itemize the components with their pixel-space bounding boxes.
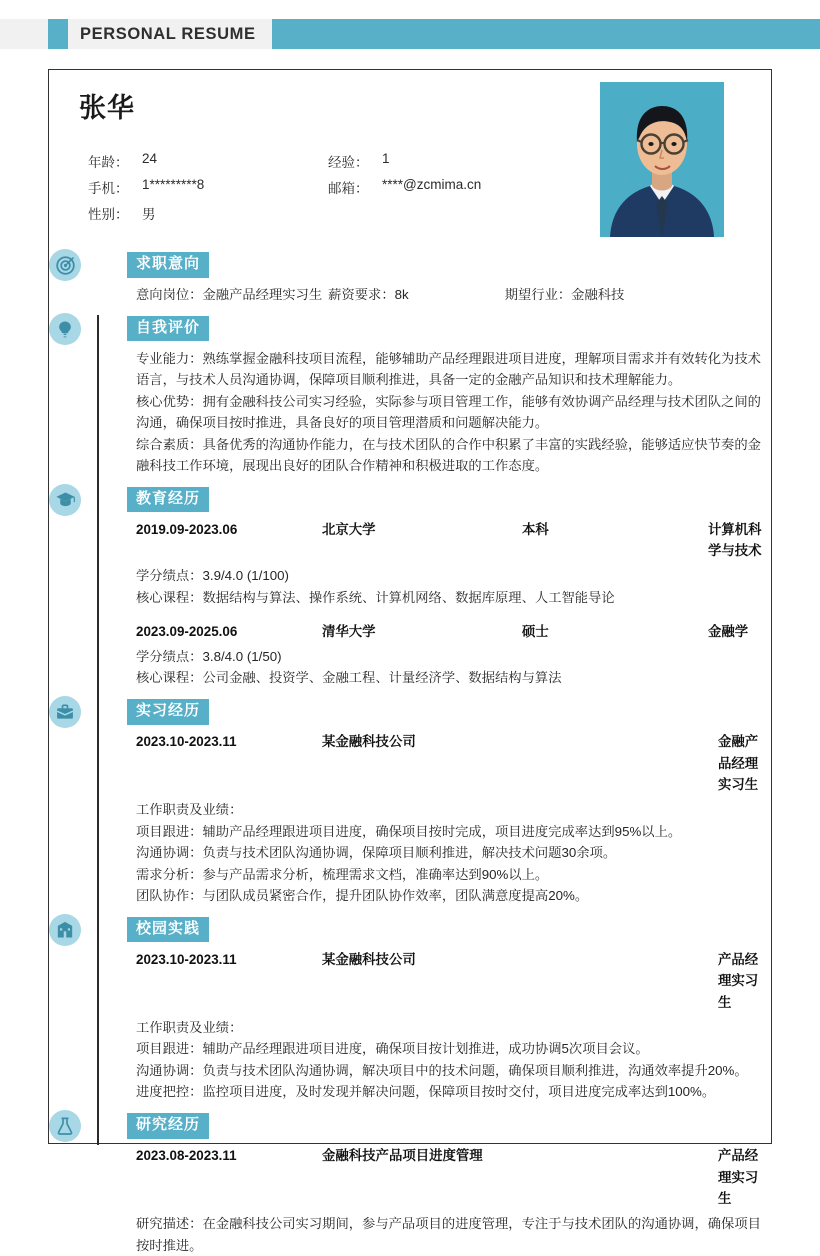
entry-date: 2023.10-2023.11 — [136, 951, 237, 967]
info-value: 1 — [382, 151, 390, 166]
entry-date: 2023.10-2023.11 — [136, 733, 237, 749]
section-title: 教育经历 — [127, 487, 209, 512]
info-row — [88, 200, 568, 226]
entry-date: 2019.09-2023.06 — [136, 521, 238, 537]
entry-header — [136, 621, 771, 643]
intent-industry-label: 期望行业： — [504, 287, 572, 302]
section-header — [127, 251, 771, 279]
entry-detail-line: 工作职责及业绩： — [136, 1019, 243, 1035]
section-body — [127, 343, 771, 477]
section-internship — [49, 698, 771, 907]
education-entry — [136, 519, 771, 608]
school-building-icon — [49, 914, 81, 946]
job-intention-row — [136, 284, 771, 306]
entry-header — [136, 519, 771, 562]
section-title: 自我评价 — [127, 316, 209, 341]
banner-title: PERSONAL RESUME — [80, 24, 256, 43]
entry-degree: 本科 — [522, 521, 549, 537]
banner-title-container — [68, 19, 266, 49]
intent-salary — [328, 284, 409, 306]
entry-detail-line: 学分绩点：3.8/4.0 (1/50) — [136, 648, 282, 664]
entry-project: 金融科技产品项目进度管理 — [322, 1147, 483, 1163]
lightbulb-icon — [49, 313, 81, 345]
entry-major: 计算机科学与技术 — [708, 521, 762, 559]
campus-practice-entry — [136, 949, 771, 1103]
info-field-gender — [88, 203, 334, 223]
section-header — [127, 486, 771, 514]
info-row — [88, 148, 568, 174]
entry-role: 产品经理实习生 — [718, 951, 759, 1011]
intent-industry-value: 金融科技 — [571, 287, 625, 302]
entry-company: 某金融科技公司 — [322, 733, 416, 749]
research-entry — [136, 1145, 771, 1256]
section-body — [127, 726, 771, 907]
entry-detail-line: 项目跟进：辅助产品经理跟进项目进度，确保项目按时完成，项目进度完成率达到95%以上。 — [136, 823, 682, 839]
self-eval-paragraph: 专业能力：熟练掌握金融科技项目流程，能够辅助产品经理跟进项目进度，理解项目需求并有效转化为技术语言，与技术人员沟通协调，保障项目顺利推进，具备一定的金融产品知识和技术理解能力。 — [136, 350, 761, 388]
info-value: 男 — [142, 207, 156, 222]
section-campus-practice — [49, 916, 771, 1103]
section-header — [127, 315, 771, 343]
info-row — [88, 174, 568, 200]
info-label: 年龄： — [88, 155, 129, 170]
info-field-email — [328, 177, 568, 197]
intent-salary-label: 薪资要求： — [328, 287, 395, 302]
section-body — [127, 1140, 771, 1256]
entry-detail-line: 团队协作：与团队成员紧密合作，提升团队协作效率，团队满意度提高20%。 — [136, 888, 589, 904]
info-label: 经验： — [328, 155, 369, 170]
entry-detail-line: 进度把控：监控项目进度，及时发现并解决问题，保障项目按时交付，项目进度完成率达到100%。 — [136, 1084, 716, 1100]
entry-date: 2023.08-2023.11 — [136, 1147, 237, 1163]
info-field-age — [88, 151, 328, 171]
entry-major: 金融学 — [708, 624, 749, 640]
entry-detail-line: 沟通协调：负责与技术团队沟通协调，保障项目顺利推进，解决技术问题30余项。 — [136, 845, 617, 861]
entry-header — [136, 949, 771, 1014]
info-value: ****@zcmima.cn — [382, 177, 482, 192]
section-title: 研究经历 — [127, 1113, 209, 1138]
entry-role: 产品经理实习生 — [718, 1147, 759, 1207]
entry-detail-line: 学分绩点：3.9/4.0 (1/100) — [136, 568, 289, 584]
intent-salary-value: 8k — [394, 287, 409, 302]
section-job-intention — [49, 251, 771, 306]
entry-degree: 硕士 — [522, 624, 549, 640]
section-body — [127, 514, 771, 689]
entry-header — [136, 731, 771, 796]
banner-accent-bar — [272, 19, 820, 49]
info-field-phone — [88, 177, 328, 197]
banner-accent-tab — [48, 19, 68, 49]
info-label: 邮箱： — [328, 181, 369, 196]
intent-position-label: 意向岗位： — [136, 287, 203, 302]
entry-detail-line: 核心课程：公司金融、投资学、金融工程、计量经济学、数据结构与算法 — [136, 670, 562, 686]
info-label: 性别： — [88, 207, 129, 222]
entry-detail-line: 研究描述：在金融科技公司实习期间，参与产品项目的进度管理，专注于与技术团队的沟通协调，确保项目按时推进。 — [136, 1216, 761, 1253]
section-title: 实习经历 — [127, 699, 209, 724]
entry-detail-line: 核心课程：数据结构与算法、操作系统、计算机网络、数据库原理、人工智能导论 — [136, 589, 615, 605]
section-title: 校园实践 — [127, 917, 209, 942]
flask-icon — [49, 1110, 81, 1142]
info-field-experience — [328, 151, 568, 171]
entry-school: 清华大学 — [322, 624, 376, 640]
briefcase-icon — [49, 696, 81, 728]
section-research — [49, 1112, 771, 1256]
info-label: 手机： — [88, 181, 129, 196]
resume-header — [49, 70, 771, 242]
personal-info-grid — [88, 148, 568, 226]
entry-role: 金融产品经理实习生 — [718, 733, 759, 793]
education-entry — [136, 621, 771, 689]
info-value: 1*********8 — [142, 177, 205, 192]
section-education — [49, 486, 771, 689]
graduation-cap-icon — [49, 484, 81, 516]
entry-header — [136, 1145, 771, 1210]
internship-entry — [136, 731, 771, 907]
self-eval-paragraph: 综合素质：具备优秀的沟通协作能力，在与技术团队的合作中积累了丰富的实践经验，能够适应快节奏的金融科技工作环境，展现出良好的团队合作精神和积极进取的工作态度。 — [136, 436, 761, 474]
entry-date: 2023.09-2025.06 — [136, 624, 238, 640]
intent-position — [136, 284, 322, 306]
target-icon — [49, 249, 81, 281]
entry-detail-line: 工作职责及业绩： — [136, 802, 243, 818]
portrait-illustration — [600, 82, 724, 237]
resume-card — [48, 69, 772, 1253]
self-eval-paragraph: 核心优势：拥有金融科技公司实习经验，实际参与项目管理工作，能够有效协调产品经理与技术团队之间的沟通，确保项目按时推进，具备良好的项目管理潜质和问题解决能力。 — [136, 393, 761, 431]
info-value: 24 — [142, 151, 158, 166]
entry-detail-line: 项目跟进：辅助产品经理跟进项目进度，确保项目按计划推进，成功协调5次项目会议。 — [136, 1041, 649, 1057]
section-body — [127, 944, 771, 1103]
section-header — [127, 916, 771, 944]
intent-position-value: 金融产品经理实习生 — [202, 287, 323, 302]
section-header — [127, 698, 771, 726]
entry-detail-line: 需求分析：参与产品需求分析，梳理需求文档，准确率达到90%以上。 — [136, 866, 549, 882]
candidate-photo — [600, 82, 724, 237]
candidate-name: 张华 — [79, 93, 135, 123]
entry-company: 某金融科技公司 — [322, 951, 416, 967]
entry-detail-line: 沟通协调：负责与技术团队沟通协调，解决项目中的技术问题，确保项目顺利推进，沟通效率提升20%。 — [136, 1062, 748, 1078]
section-body — [127, 279, 771, 306]
section-self-evaluation — [49, 315, 771, 477]
intent-industry — [505, 284, 625, 306]
section-header — [127, 1112, 771, 1140]
section-title: 求职意向 — [127, 252, 209, 277]
entry-school: 北京大学 — [322, 521, 376, 537]
timeline-line — [97, 315, 99, 1145]
